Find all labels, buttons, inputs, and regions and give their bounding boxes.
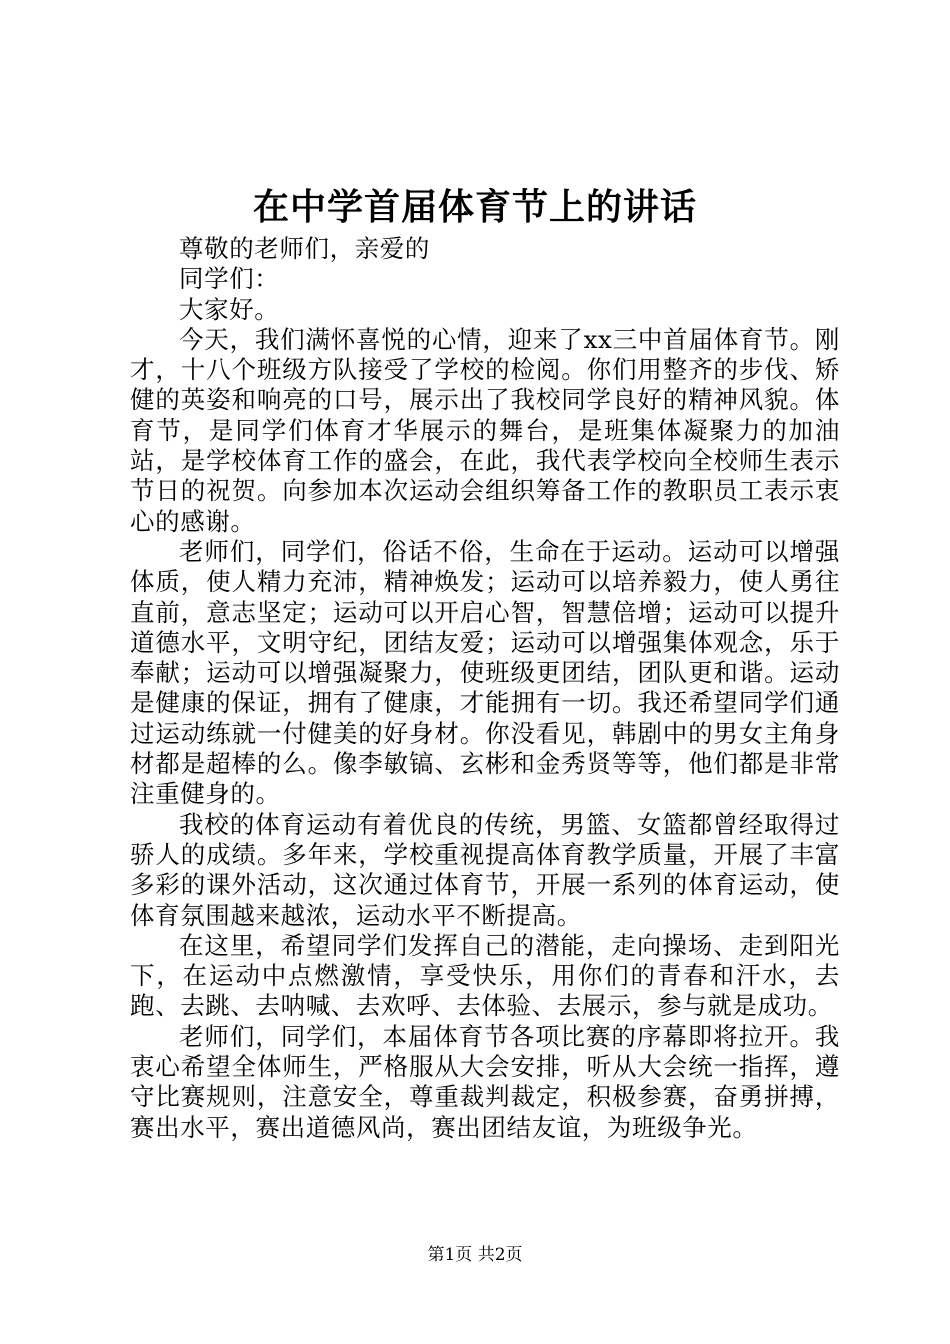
paragraph-greeting-2: 同学们：: [179, 264, 280, 294]
paragraph-school-tradition: 我校的体育运动有着优良的传统，男篮、女篮都曾经取得过骄人的成绩。多年来，学校重视提高体育教学质量，开展了丰富多彩的课外活动，这次通过体育节，开展一系列的体育运动，使体育氛围越来越浓，运动水平不断提高。: [130, 809, 840, 930]
paragraph-greeting-1: 尊敬的老师们，亲爱的: [179, 234, 430, 263]
paragraph-greeting-3: 大家好。: [179, 294, 280, 324]
paragraph-opening: 今天，我们满怀喜悦的心情，迎来了xx三中首届体育节。刚才，十八个班级方队接受了学校的检阅。你们用整齐的步伐、矫健的英姿和响亮的口号，展示出了我校同学良好的精神风貌。体育节，是同学们体育才华展示的舞台，是班集体凝聚力的加油站，是学校体育工作的盛会，在此，我代表学校向全校师生表示节日的祝贺。向参加本次运动会组织筹备工作的教职员工表示衷心的感谢。: [130, 324, 840, 536]
paragraph-encouragement: 在这里，希望同学们发挥自己的潜能，走向操场、走到阳光下，在运动中点燃激情，享受快乐，用你们的青春和汗水，去跑、去跳、去呐喊、去欢呼、去体验、去展示，参与就是成功。: [130, 930, 840, 1021]
page-title: 在中学首届体育节上的讲话: [252, 186, 697, 228]
page-number-footer: 第1页 共2页: [427, 1245, 523, 1265]
paragraph-sports-benefits: 老师们，同学们，俗话不俗，生命在于运动。运动可以增强体质，使人精力充沛，精神焕发；运动可以培养毅力，使人勇往直前，意志坚定；运动可以开启心智，智慧倍增；运动可以提升道德水平，文明守纪，团结友爱；运动可以增强集体观念，乐于奉献；运动可以增强凝聚力，使班级更团结，团队更和谐。运动是健康的保证，拥有了健康，才能拥有一切。我还希望同学们通过运动练就一付健美的好身材。你没看见，韩剧中的男女主角身材都是超棒的么。像李敏镐、玄彬和金秀贤等等，他们都是非常注重健身的。: [130, 536, 840, 809]
paragraph-closing: 老师们，同学们，本届体育节各项比赛的序幕即将拉开。我衷心希望全体师生，严格服从大会安排，听从大会统一指挥，遵守比赛规则，注意安全，尊重裁判裁定，积极参赛，奋勇拼搏，赛出水平，赛出道德风尚，赛出团结友谊，为班级争光。: [130, 1021, 840, 1142]
document-body: [130, 234, 840, 1143]
